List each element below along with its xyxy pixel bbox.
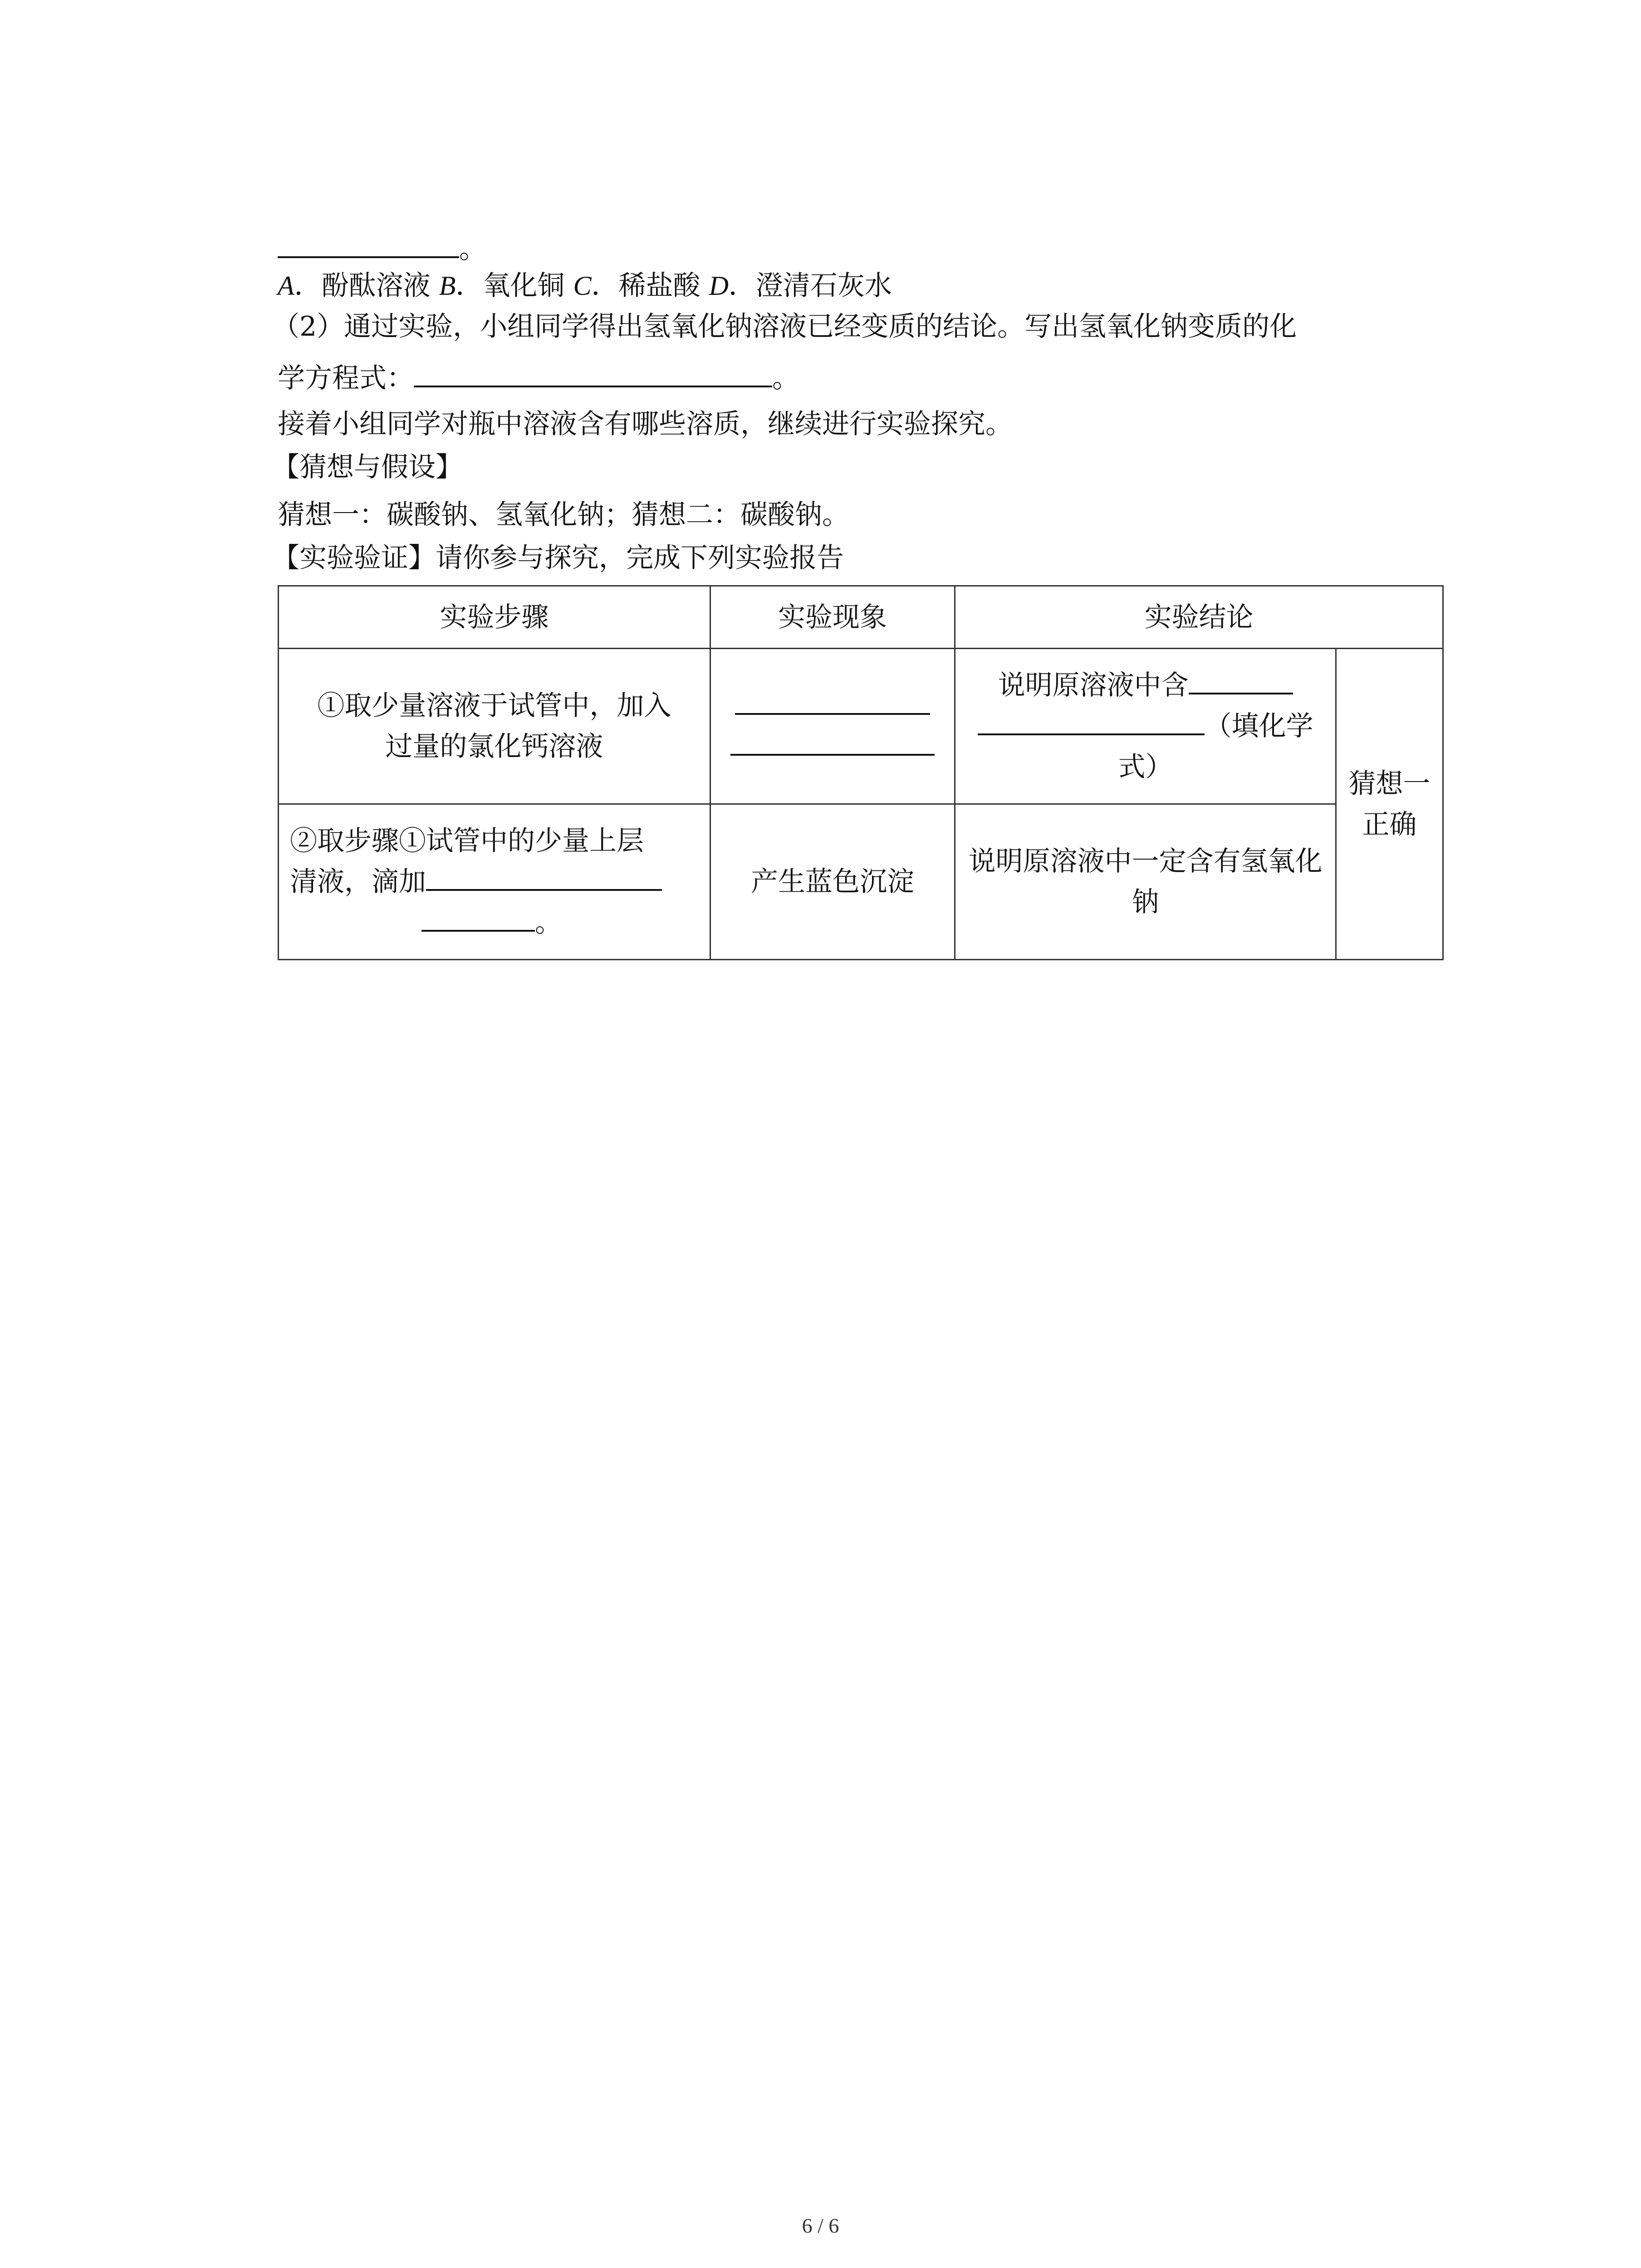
answer-blank[interactable] [278, 229, 459, 258]
option-b-letter: B [439, 271, 456, 301]
answer-blank-line: 。 [278, 229, 486, 267]
hypothesis-heading: 【猜想与假设】 [272, 451, 463, 483]
row1-step: ①取少量溶液于试管中，加入 过量的氯化钙溶液 [279, 649, 710, 804]
option-c-text: ．稀盐酸 [591, 270, 700, 302]
table-header-row [279, 586, 1443, 649]
hypotheses-text: 猜想一：碳酸钠、氢氧化钠；猜想二：碳酸钠。 [278, 499, 849, 531]
row2-conclusion: 说明原溶液中一定含有氢氧化钠 [955, 804, 1336, 960]
phenomenon-blank-1[interactable] [735, 686, 930, 715]
phenomenon-blank-2[interactable] [730, 727, 935, 756]
row1-phenomenon [710, 649, 955, 804]
question-2-continuation: 学方程式： 。 [278, 358, 799, 396]
reagent-blank-1[interactable] [426, 862, 662, 891]
reagent-blank-2[interactable] [421, 903, 535, 932]
option-b-text: ．氧化铜 [456, 270, 565, 302]
header-phenomenon: 实验现象 [710, 586, 955, 649]
row2-phenomenon: 产生蓝色沉淀 [710, 804, 955, 960]
header-steps: 实验步骤 [279, 586, 710, 649]
options-line [278, 268, 892, 304]
option-d-letter: D [709, 271, 729, 301]
row1-conclusion: 说明原溶液中含 （填化学 式） [955, 649, 1336, 804]
table-row [279, 649, 1443, 804]
question-2-text: （2）通过实验，小组同学得出氢氧化钠溶液已经变质的结论。写出氢氧化钠变质的化 [272, 311, 1297, 342]
option-a-text: ．酚酞溶液 [294, 270, 431, 302]
option-d-text: ．澄清石灰水 [728, 270, 892, 302]
verdict-cell: 猜想一正确 [1336, 649, 1443, 960]
verification-heading: 【实验验证】请你参与探究，完成下列实验报告 [272, 542, 844, 574]
equation-blank[interactable] [414, 358, 772, 387]
formula-blank-1[interactable] [1189, 665, 1293, 694]
formula-blank-2[interactable] [978, 706, 1205, 735]
intro-text: 接着小组同学对瓶中溶液含有哪些溶质，继续进行实验探究。 [278, 408, 1013, 440]
option-a-letter: A [278, 271, 294, 301]
table-row [279, 804, 1443, 960]
page-number: 6 / 6 [802, 2214, 839, 2237]
row2-step: ②取步骤①试管中的少量上层 清液，滴加 。 [279, 804, 710, 960]
experiment-report-table [278, 585, 1444, 960]
option-c-letter: C [573, 271, 592, 301]
header-conclusion: 实验结论 [955, 586, 1443, 649]
